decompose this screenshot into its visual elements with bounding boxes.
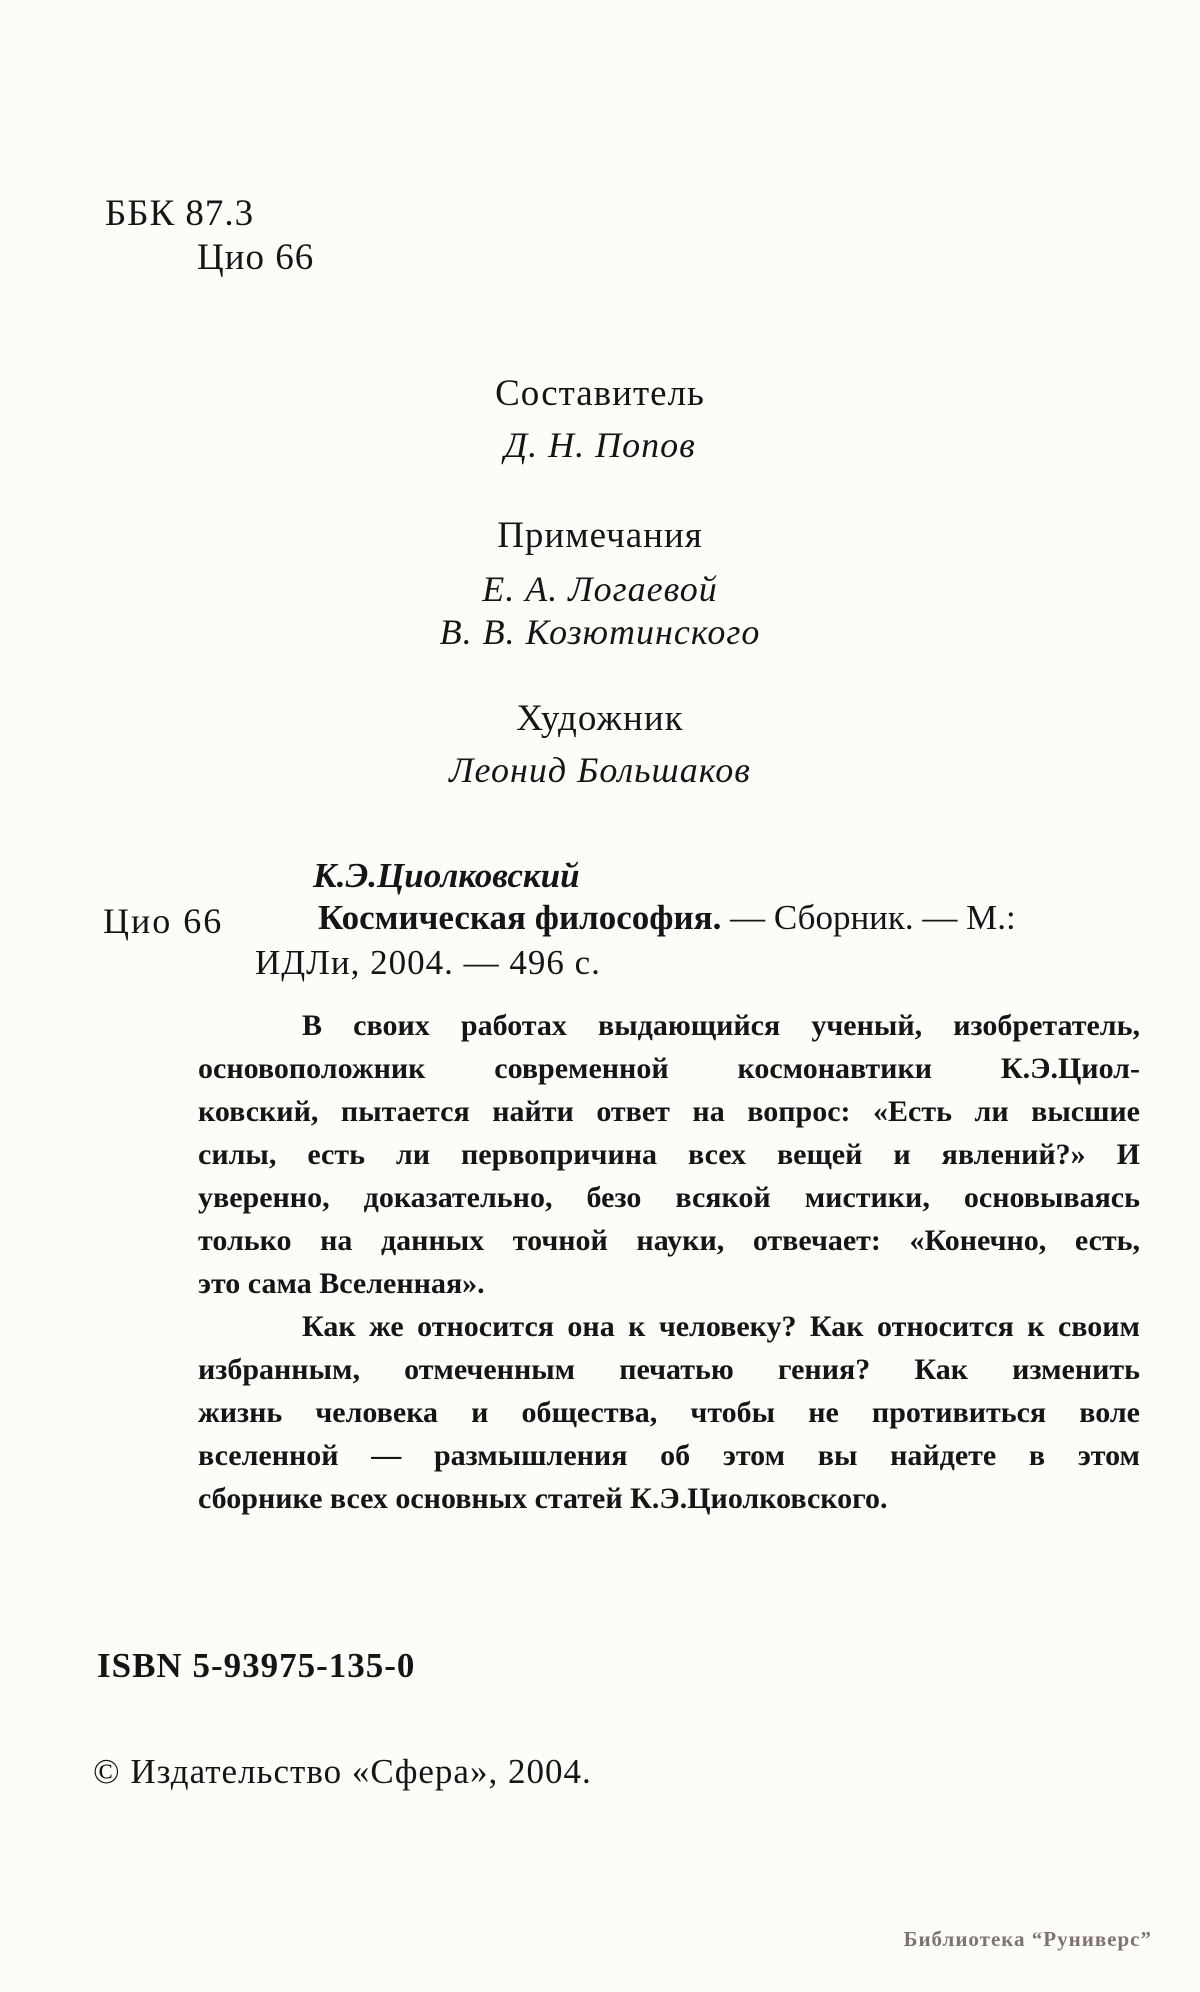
annotation-line: основоположник современной космонавтики К.Э.Циол- xyxy=(198,1052,1140,1085)
annotation-line: жизнь человека и общества, чтобы не противиться воле xyxy=(198,1396,1140,1429)
catalog-title-line xyxy=(318,898,1016,938)
annotation-line: ковский, пытается найти ответ на вопрос: «Есть ли высшие xyxy=(198,1095,1140,1128)
catalog-title-rest: — Сборник. — М.: xyxy=(721,898,1016,937)
annotation-line: силы, есть ли первопричина всех вещей и явлений?» И xyxy=(198,1138,1140,1171)
bbk-classification xyxy=(105,192,314,280)
annotation-block xyxy=(198,1004,1140,1520)
catalog-imprint: ИДЛи, 2004. — 496 с. xyxy=(255,943,601,982)
artist-heading: Художник xyxy=(516,698,684,739)
annotation-line: только на данных точной науки, отвечает: «Конечно, есть, xyxy=(198,1224,1140,1257)
compiler-heading: Составитель xyxy=(495,373,705,414)
artist-name: Леонид Большаков xyxy=(449,750,751,790)
annotation-line: уверенно, доказательно, безо всякой мистики, основываясь xyxy=(198,1181,1140,1214)
annotation-line: избранным, отмеченным печатью гения? Как изменить xyxy=(198,1353,1140,1386)
catalog-title: Космическая философия. xyxy=(318,898,722,937)
notes-author-2: В. В. Козютинского xyxy=(439,612,761,652)
annotation-line: Как же относится она к человеку? Как относится к своим xyxy=(302,1310,1140,1343)
annotation-line: вселенной — размышления об этом вы найдете в этом xyxy=(198,1439,1140,1472)
notes-author-1: Е. А. Логаевой xyxy=(482,569,718,609)
notes-heading: Примечания xyxy=(497,515,703,556)
bbk-code: ББК 87.3 xyxy=(105,193,255,234)
library-watermark: Библиотека “Руниверс” xyxy=(903,1927,1152,1951)
catalog-index: Цио 66 xyxy=(103,901,224,941)
catalog-author: К.Э.Циолковский xyxy=(313,856,580,895)
copyright-line: © Издательство «Сфера», 2004. xyxy=(93,1752,592,1791)
bbk-author-sign: Цио 66 xyxy=(197,237,315,278)
annotation-line: В своих работах выдающийся ученый, изобретатель, xyxy=(302,1009,1140,1042)
annotation-line: сборнике всех основных статей К.Э.Циолковского. xyxy=(198,1482,888,1515)
isbn-number: ISBN 5-93975-135-0 xyxy=(97,1646,416,1685)
compiler-name: Д. Н. Попов xyxy=(504,425,696,465)
annotation-line: это сама Вселенная». xyxy=(198,1267,485,1300)
